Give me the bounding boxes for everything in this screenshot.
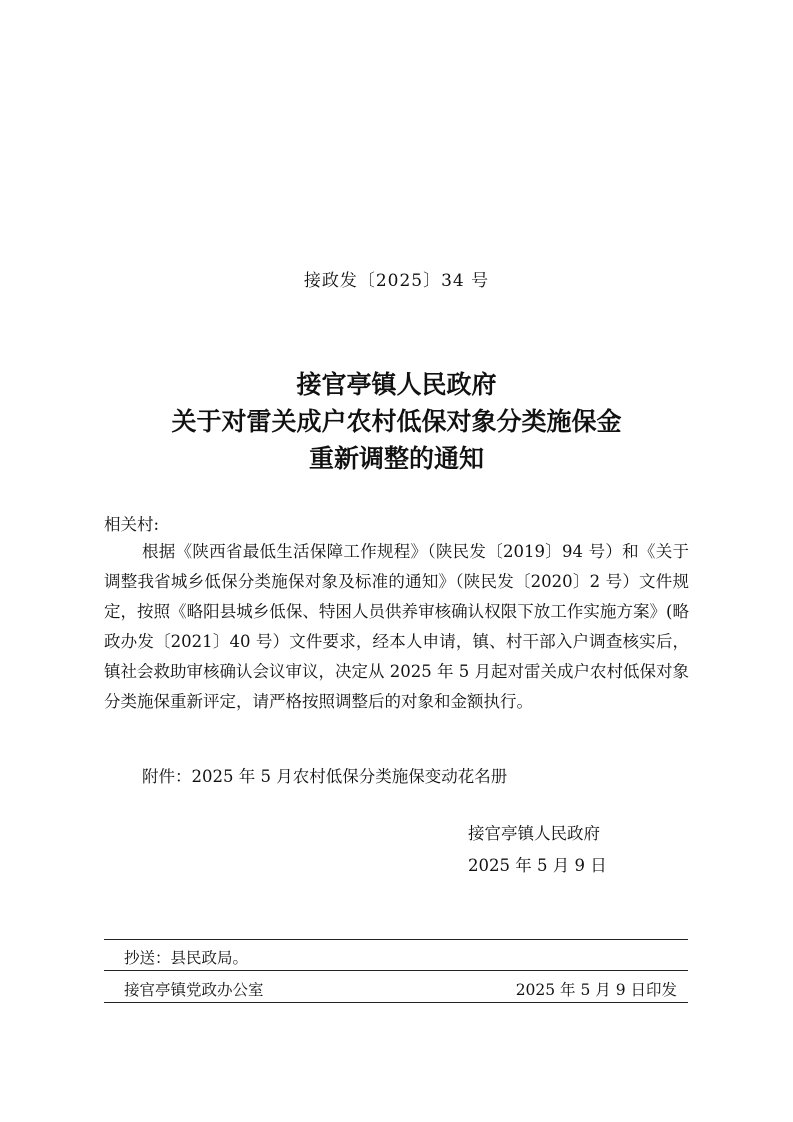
- signature-date: 2025 年 5 月 9 日: [468, 856, 607, 875]
- body-paragraph: 根据《陕西省最低生活保障工作规程》（陕民发〔2019〕94 号）和《关于调整我省城乡低保分类施保对象及标准的通知》（陕民发〔2020〕2 号）文件规定，按照《略阳县城乡低保、特困人员供养审核确认权限下放工作实施方案》(略政办发〔2021〕40 号）文件要求，经本人申请，镇、村干部入户调查核实后，镇社会救助审核确认会议审议，决定从 2025 年 5 月起对雷关成户农村低保对象分类施保重新评定，请严格按照调整后的对象和金额执行。: [104, 542, 689, 711]
- print-date: 2025 年 5 月 9 日印发: [515, 981, 677, 999]
- attachment-line: 附件：2025 年 5 月农村低保分类施保变动花名册: [142, 767, 508, 786]
- footer-bottom-rule: [104, 1002, 688, 1003]
- salutation: 相关村:: [104, 515, 160, 534]
- signature-organization: 接官亭镇人民政府: [468, 824, 600, 843]
- footer-middle-rule: [104, 970, 688, 971]
- footer-top-rule: [104, 939, 688, 940]
- issuer-office: 接官亭镇党政办公室: [124, 981, 264, 999]
- title-line: 接官亭镇人民政府: [296, 370, 497, 399]
- document-number: 接政发〔2025〕34 号: [303, 271, 490, 291]
- title-line: 关于对雷关成户农村低保对象分类施保金: [171, 407, 622, 436]
- document-title: [0, 366, 793, 477]
- signature-block: [468, 818, 607, 882]
- copy-to-line: 抄送：县民政局。: [124, 949, 249, 967]
- title-line: 重新调整的通知: [308, 444, 484, 473]
